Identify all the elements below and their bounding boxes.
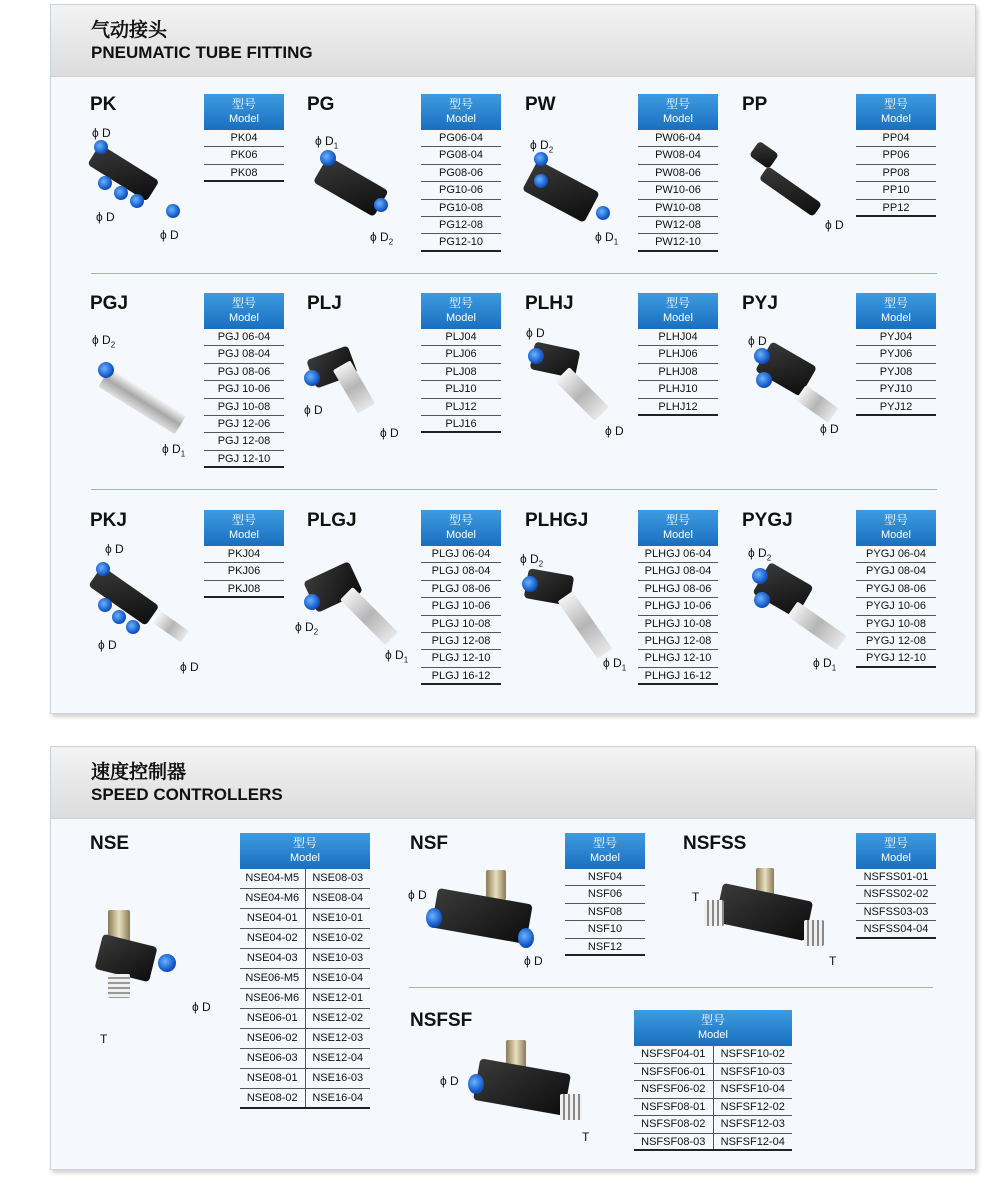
model-row: PG10-06 xyxy=(421,182,501,199)
model-row: NSE08-01 NSE16-03 xyxy=(240,1069,370,1089)
product-name-nsfsf: NSFSF xyxy=(410,1010,473,1031)
table-header: 型号 Model xyxy=(634,1010,792,1046)
model-row: PGJ 10-06 xyxy=(204,381,284,398)
model-table-nsf xyxy=(565,833,645,956)
section-title-en: SPEED CONTROLLERS xyxy=(91,785,283,804)
model-row: NSFSF08-03 NSFSF12-04 xyxy=(634,1134,792,1152)
product-name-plj: PLJ xyxy=(307,293,342,314)
model-row: NSE06-02 NSE12-03 xyxy=(240,1029,370,1049)
model-row: NSE06-M6 NSE12-01 xyxy=(240,989,370,1009)
model-table-pk xyxy=(204,94,284,182)
product-name-pk: PK xyxy=(90,94,117,115)
model-table-plhgj xyxy=(638,510,718,685)
model-row: NSE06-03 NSE12-04 xyxy=(240,1049,370,1069)
dim-label: ϕ D xyxy=(304,403,323,417)
product-name-pp: PP xyxy=(742,94,768,115)
dim-label: ϕ D xyxy=(192,1000,211,1014)
dim-label: ϕ $D_2$ xyxy=(295,620,319,637)
model-row: PGJ 08-04 xyxy=(204,346,284,363)
model-row: PLHGJ 10-08 xyxy=(638,616,718,633)
product-name-pyj: PYJ xyxy=(742,293,778,314)
model-row: PYJ08 xyxy=(856,364,936,381)
dim-label: ϕ D xyxy=(180,660,199,674)
dim-label: ϕ D xyxy=(820,422,839,436)
section-header xyxy=(51,5,975,77)
dim-label: ϕ D xyxy=(605,424,624,438)
model-row: PYGJ 08-04 xyxy=(856,563,936,580)
model-row: PYJ04 xyxy=(856,329,936,346)
dim-label: ϕ $D_1$ xyxy=(595,230,619,247)
dim-label: ϕ $D_2$ xyxy=(748,546,772,563)
model-row: PYGJ 06-04 xyxy=(856,546,936,563)
row-divider xyxy=(91,489,937,490)
model-row: PKJ06 xyxy=(204,563,284,580)
model-row: PG12-10 xyxy=(421,234,501,251)
model-table-plgj xyxy=(421,510,501,685)
model-row: NSFSF08-02 NSFSF12-03 xyxy=(634,1116,792,1134)
model-row: PYGJ 08-06 xyxy=(856,581,936,598)
model-row: PP06 xyxy=(856,147,936,164)
fittings-section xyxy=(50,4,976,714)
model-row: PYGJ 12-10 xyxy=(856,650,936,667)
dim-label: ϕ $D_1$ xyxy=(315,134,339,151)
model-row: PW08-04 xyxy=(638,147,718,164)
dim-label: ϕ D xyxy=(98,638,117,652)
model-row: NSFSF04-01 NSFSF10-02 xyxy=(634,1046,792,1064)
model-row: PKJ04 xyxy=(204,546,284,563)
model-row: NSFSS03-03 xyxy=(856,904,936,921)
model-row: PYGJ 10-06 xyxy=(856,598,936,615)
row-divider xyxy=(409,987,933,988)
model-row: PLHJ06 xyxy=(638,346,718,363)
dim-label: T xyxy=(100,1032,108,1046)
dim-label: ϕ D xyxy=(825,218,844,232)
table-header: 型号 Model xyxy=(204,293,284,329)
model-table-pygj xyxy=(856,510,936,668)
dim-label: ϕ D xyxy=(526,326,545,340)
model-row: NSFSS02-02 xyxy=(856,886,936,903)
model-row: PLJ12 xyxy=(421,399,501,416)
model-table-plhj xyxy=(638,293,718,416)
model-row: NSFSF06-01 NSFSF10-03 xyxy=(634,1064,792,1082)
model-table-plj xyxy=(421,293,501,433)
section-header xyxy=(51,747,975,819)
model-row: PLGJ 08-04 xyxy=(421,563,501,580)
model-row: PLHGJ 08-06 xyxy=(638,581,718,598)
model-row: PP12 xyxy=(856,200,936,217)
model-row: PLHJ08 xyxy=(638,364,718,381)
dim-label: ϕ $D_1$ xyxy=(813,656,837,673)
model-row: PW10-06 xyxy=(638,182,718,199)
model-row: NSE08-02 NSE16-04 xyxy=(240,1089,370,1109)
model-row: PYGJ 12-08 xyxy=(856,633,936,650)
model-row: PGJ 10-08 xyxy=(204,399,284,416)
model-table-pgj xyxy=(204,293,284,468)
product-name-plhgj: PLHGJ xyxy=(525,510,589,531)
dim-label: ϕ $D_2$ xyxy=(520,552,544,569)
product-name-pw: PW xyxy=(525,94,556,115)
model-row: PG10-08 xyxy=(421,200,501,217)
dim-label: ϕ $D_1$ xyxy=(162,442,186,459)
model-row: NSE04-02 NSE10-02 xyxy=(240,929,370,949)
dim-label: ϕ $D_2$ xyxy=(92,333,116,350)
dim-label: ϕ D xyxy=(380,426,399,440)
table-header: 型号 Model xyxy=(638,293,718,329)
dim-label: ϕ D xyxy=(105,542,124,556)
model-table-pkj xyxy=(204,510,284,598)
model-row: NSFSF08-01 NSFSF12-02 xyxy=(634,1099,792,1117)
model-row: NSE06-01 NSE12-02 xyxy=(240,1009,370,1029)
model-row: PLGJ 08-06 xyxy=(421,581,501,598)
dim-label: ϕ $D_1$ xyxy=(385,648,409,665)
model-row: PGJ 12-06 xyxy=(204,416,284,433)
model-row: PGJ 06-04 xyxy=(204,329,284,346)
product-name-pygj: PYGJ xyxy=(742,510,793,531)
model-row: NSF12 xyxy=(565,939,645,956)
table-header: 型号 Model xyxy=(638,510,718,546)
model-row: NSFSS04-04 xyxy=(856,921,936,938)
product-name-pgj: PGJ xyxy=(90,293,129,314)
model-row: PLHJ12 xyxy=(638,399,718,416)
model-row: NSF06 xyxy=(565,886,645,903)
model-row: PLJ08 xyxy=(421,364,501,381)
model-row: NSF10 xyxy=(565,921,645,938)
model-table-pyj xyxy=(856,293,936,416)
model-table-pw xyxy=(638,94,718,252)
product-name-pkj: PKJ xyxy=(90,510,127,531)
model-table-nsfss xyxy=(856,833,936,939)
section-title-cn: 气动接头 xyxy=(91,19,168,41)
table-header: 型号 Model xyxy=(856,833,936,869)
model-row: PK08 xyxy=(204,165,284,182)
model-row: NSE06-M5 NSE10-04 xyxy=(240,969,370,989)
table-header: 型号 Model xyxy=(204,510,284,546)
table-header: 型号 Model xyxy=(638,94,718,130)
model-row: PYGJ 10-08 xyxy=(856,616,936,633)
dim-label: ϕ $D_2$ xyxy=(530,138,554,155)
model-row: NSF08 xyxy=(565,904,645,921)
model-row: PW12-08 xyxy=(638,217,718,234)
dim-label: T xyxy=(829,954,837,968)
model-row: NSFSS01-01 xyxy=(856,869,936,886)
model-row: PGJ 12-10 xyxy=(204,451,284,468)
model-row: NSE04-01 NSE10-01 xyxy=(240,909,370,929)
model-table-nsfsf xyxy=(634,1010,792,1151)
model-row: PLGJ 10-08 xyxy=(421,616,501,633)
dim-label: ϕ D xyxy=(440,1074,459,1088)
dim-label: T xyxy=(692,890,700,904)
model-row: PLGJ 06-04 xyxy=(421,546,501,563)
model-row: PLHGJ 12-10 xyxy=(638,650,718,667)
model-row: PLGJ 12-08 xyxy=(421,633,501,650)
model-row: PLHJ10 xyxy=(638,381,718,398)
dim-label: ϕ $D_1$ xyxy=(603,656,627,673)
table-header: 型号 Model xyxy=(421,510,501,546)
dim-label: ϕ $D_2$ xyxy=(370,230,394,247)
model-row: PG12-08 xyxy=(421,217,501,234)
model-row: PLJ06 xyxy=(421,346,501,363)
dim-label: T xyxy=(582,1130,590,1144)
model-row: PLGJ 12-10 xyxy=(421,650,501,667)
model-table-pp xyxy=(856,94,936,217)
table-header: 型号 Model xyxy=(421,293,501,329)
model-row: PGJ 08-06 xyxy=(204,364,284,381)
dim-label: ϕ D xyxy=(748,334,767,348)
model-row: PW08-06 xyxy=(638,165,718,182)
model-row: PKJ08 xyxy=(204,581,284,598)
model-row: PLHGJ 10-06 xyxy=(638,598,718,615)
product-name-plhj: PLHJ xyxy=(525,293,574,314)
model-row: PYJ12 xyxy=(856,399,936,416)
model-row: PP10 xyxy=(856,182,936,199)
dim-label: ϕ D xyxy=(524,954,543,968)
dim-label: ϕ D xyxy=(408,888,427,902)
row-divider xyxy=(91,273,937,274)
table-header: 型号 Model xyxy=(240,833,370,869)
product-name-nsfss: NSFSS xyxy=(683,833,747,854)
model-row: PLHGJ 08-04 xyxy=(638,563,718,580)
model-row: NSF04 xyxy=(565,869,645,886)
dim-label: ϕ D xyxy=(160,228,179,242)
product-name-nse: NSE xyxy=(90,833,130,854)
model-row: PLHGJ 06-04 xyxy=(638,546,718,563)
model-table-nse xyxy=(240,833,370,1109)
model-row: PYJ10 xyxy=(856,381,936,398)
model-row: PK04 xyxy=(204,130,284,147)
model-table-pg xyxy=(421,94,501,252)
product-name-plgj: PLGJ xyxy=(307,510,357,531)
table-header: 型号 Model xyxy=(204,94,284,130)
dim-label: ϕ D xyxy=(96,210,115,224)
product-name-nsf: NSF xyxy=(410,833,448,854)
section-title-en: PNEUMATIC TUBE FITTING xyxy=(91,43,313,62)
model-row: PG08-06 xyxy=(421,165,501,182)
model-row: PK06 xyxy=(204,147,284,164)
model-row: PP08 xyxy=(856,165,936,182)
section-title-cn: 速度控制器 xyxy=(91,761,187,783)
model-row: PW06-04 xyxy=(638,130,718,147)
model-row: PG06-04 xyxy=(421,130,501,147)
model-row: NSE04-03 NSE10-03 xyxy=(240,949,370,969)
table-header: 型号 Model xyxy=(856,510,936,546)
model-row: PLGJ 10-06 xyxy=(421,598,501,615)
model-row: PLHJ04 xyxy=(638,329,718,346)
table-header: 型号 Model xyxy=(856,293,936,329)
model-row: NSE04-M5 NSE08-03 xyxy=(240,869,370,889)
table-header: 型号 Model xyxy=(565,833,645,869)
model-row: PYJ06 xyxy=(856,346,936,363)
dim-label: ϕ D xyxy=(92,126,111,140)
product-name-pg: PG xyxy=(307,94,335,115)
table-header: 型号 Model xyxy=(856,94,936,130)
model-row: PLHGJ 12-08 xyxy=(638,633,718,650)
model-row: PLJ10 xyxy=(421,381,501,398)
model-row: NSE04-M6 NSE08-04 xyxy=(240,889,370,909)
model-row: PG08-04 xyxy=(421,147,501,164)
model-row: PP04 xyxy=(856,130,936,147)
table-header: 型号 Model xyxy=(421,94,501,130)
model-row: PLHGJ 16-12 xyxy=(638,668,718,685)
model-row: PLJ16 xyxy=(421,416,501,433)
model-row: NSFSF06-02 NSFSF10-04 xyxy=(634,1081,792,1099)
model-row: PGJ 12-08 xyxy=(204,433,284,450)
model-row: PW12-10 xyxy=(638,234,718,251)
model-row: PLGJ 16-12 xyxy=(421,668,501,685)
model-row: PLJ04 xyxy=(421,329,501,346)
model-row: PW10-08 xyxy=(638,200,718,217)
